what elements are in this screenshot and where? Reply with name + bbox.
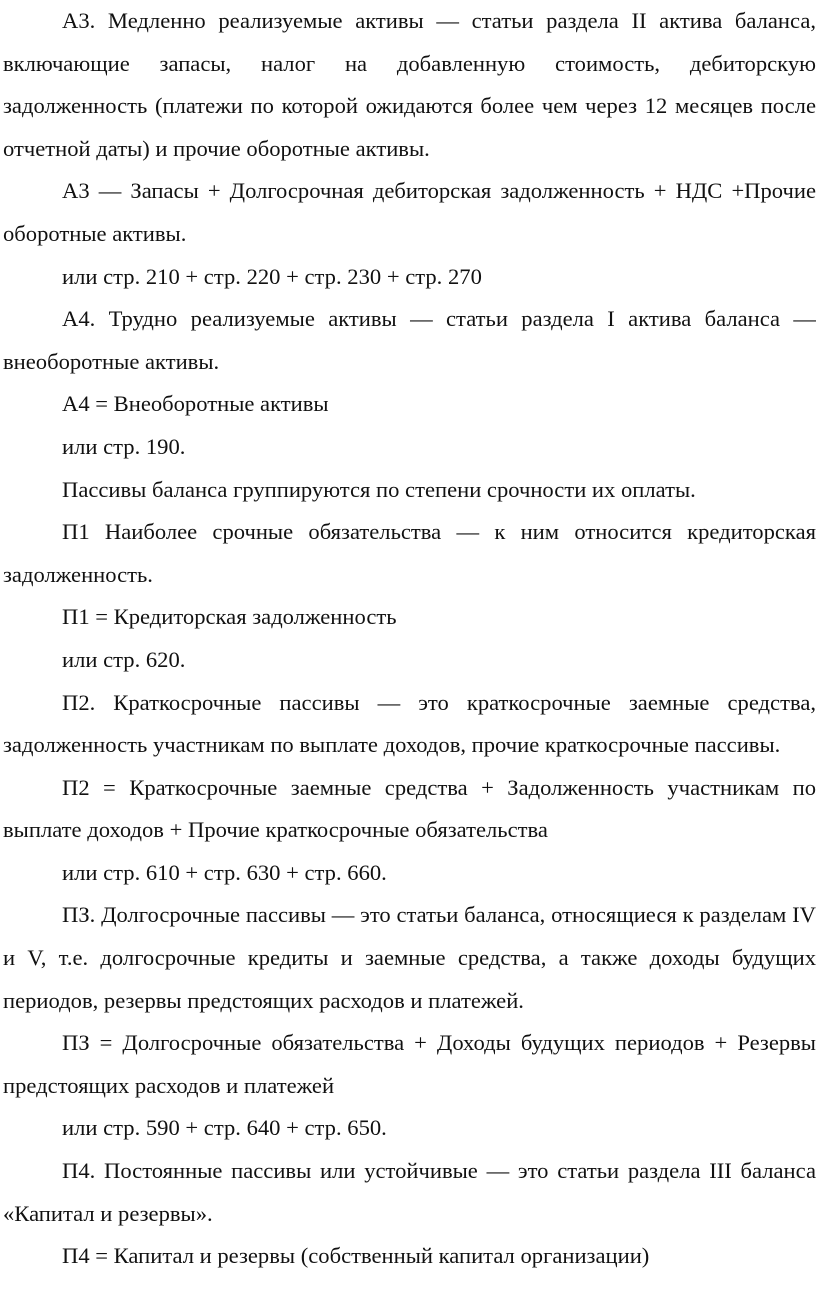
p3-lines-paragraph: или стр. 590 + стр. 640 + стр. 650. (62, 1115, 387, 1141)
a3-formula-paragraph: А3 — Запасы + Долгосрочная дебиторская задолженность + НДС +Прочие оборотные активы. (3, 178, 816, 246)
document-body (3, 0, 816, 1278)
p4-formula-paragraph: П4 = Капитал и резервы (собственный капитал организации) (62, 1243, 650, 1269)
liabilities-intro-paragraph: Пассивы баланса группируются по степени срочности их оплаты. (62, 476, 696, 502)
p2-lines-paragraph: или стр. 610 + стр. 630 + стр. 660. (62, 859, 387, 885)
a4-formula-paragraph: А4 = Внеоборотные активы (62, 391, 329, 417)
p1-lines-paragraph: или стр. 620. (62, 646, 186, 672)
p4-definition-paragraph: П4. Постоянные пассивы или устойчивые — это статьи раздела III баланса «Капитал и резервы». (3, 1158, 816, 1226)
a3-definition-paragraph: А3. Медленно реализуемые активы — статьи раздела II актива баланса, включающие запасы, налог на добавленную стоимость, дебиторскую задолженность (платежи по которой ожидаются более чем через 12 месяцев после отчетной даты) и прочие оборотные активы. (3, 8, 816, 161)
p1-definition-paragraph: П1 Наиболее срочные обязательства — к ним относится кредиторская задолженность. (3, 519, 816, 587)
p3-formula-paragraph: ПЗ = Долгосрочные обязательства + Доходы будущих периодов + Резервы предстоящих расходов и платежей (3, 1030, 816, 1098)
p1-formula-paragraph: П1 = Кредиторская задолженность (62, 604, 397, 630)
a3-lines-paragraph: или стр. 210 + стр. 220 + стр. 230 + стр. 270 (62, 263, 482, 289)
a4-lines-paragraph: или стр. 190. (62, 433, 186, 459)
a4-definition-paragraph: А4. Трудно реализуемые активы — статьи раздела I актива баланса — внеоборотные активы. (3, 306, 816, 374)
p2-formula-paragraph: П2 = Краткосрочные заемные средства + Задолженность участникам по выплате доходов + Прочие краткосрочные обязательства (3, 774, 816, 843)
p2-definition-paragraph: П2. Краткосрочные пассивы — это краткосрочные заемные средства, задолженность участникам по выплате доходов, прочие краткосрочные пассивы. (3, 689, 816, 758)
p3-definition-paragraph: ПЗ. Долгосрочные пассивы — это статьи баланса, относящиеся к разделам IV и V, т.е. долгосрочные кредиты и заемные средства, а также доходы будущих периодов, резервы предстоящих расходов и платежей. (3, 902, 816, 1013)
